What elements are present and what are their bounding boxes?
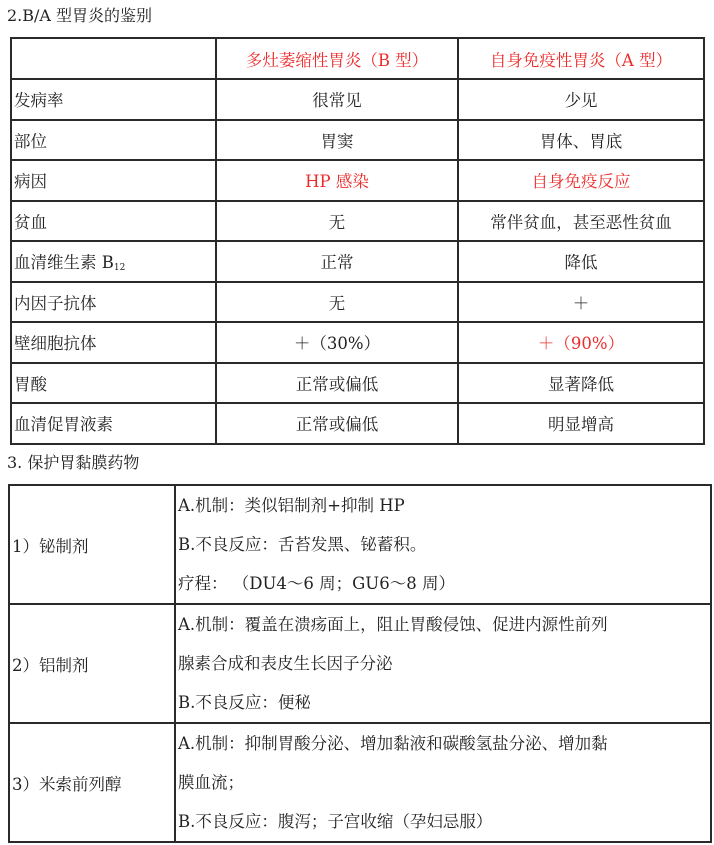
mucosal-protectant-table [8,484,712,843]
table-row [11,160,704,201]
header-cell-empty [11,38,216,79]
section-title-gastritis-differentiation: 2.B/A 型胃炎的鉴别 [7,6,153,25]
gastritis-comparison-table [10,37,705,445]
cell-type-b: 无 [216,282,458,323]
detail-line: 腺素合成和表皮生长因子分泌 [178,654,393,673]
table-row [11,120,704,161]
section-title-mucosal-protectants: 3. 保护胃黏膜药物 [7,453,140,472]
cell-type-a: 自身免疫反应 [458,160,704,201]
row-label: 血清促胃液素 [11,403,216,444]
cell-type-b: 正常 [216,241,458,282]
drug-name: 3）米索前列醇 [9,723,175,842]
cell-type-b: ＋（30%） [216,322,458,363]
row-label: 胃酸 [11,363,216,404]
cell-type-a: 明显增高 [458,403,704,444]
cell-type-a: 少见 [458,79,704,120]
table-row [9,604,711,723]
detail-line: 膜血流； [178,773,244,792]
cell-type-a: 常伴贫血，甚至恶性贫血 [458,201,704,242]
header-cell-type-b: 多灶萎缩性胃炎（B 型） [216,38,458,79]
drug-details [175,604,711,723]
row-label: 发病率 [11,79,216,120]
table-row [9,723,711,842]
row-label-text: 血清维生素 B [14,253,114,273]
cell-type-a: 显著降低 [458,363,704,404]
cell-type-b: 正常或偏低 [216,403,458,444]
cell-type-b: 很常见 [216,79,458,120]
header-cell-type-a: 自身免疫性胃炎（A 型） [458,38,704,79]
cell-type-a: ＋（90%） [458,322,704,363]
cell-type-b: 胃窦 [216,120,458,161]
detail-line: A.机制：覆盖在溃疡面上，阻止胃酸侵蚀、促进内源性前列 [178,615,608,634]
cell-type-b: 无 [216,201,458,242]
cell-type-a: ＋ [458,282,704,323]
table-row [11,322,704,363]
drug-name: 2）铝制剂 [9,604,175,723]
row-label: 壁细胞抗体 [11,322,216,363]
drug-name: 1）铋制剂 [9,485,175,604]
table-row [11,201,704,242]
detail-line: B.不良反应：舌苔发黑、铋蓄积。 [178,535,427,554]
row-label: 内因子抗体 [11,282,216,323]
table-header-row [11,38,704,79]
detail-line: 疗程： （DU4～6 周；GU6～8 周） [178,574,455,593]
table-row [9,485,711,604]
table-row [11,363,704,404]
row-label: 贫血 [11,201,216,242]
cell-type-a: 胃体、胃底 [458,120,704,161]
subscript: 12 [113,263,126,274]
detail-line: A.机制：类似铝制剂+抑制 HP [178,496,405,515]
row-label [11,241,216,282]
table-row [11,241,704,282]
cell-type-b: 正常或偏低 [216,363,458,404]
detail-line: A.机制：抑制胃酸分泌、增加黏液和碳酸氢盐分泌、增加黏 [178,734,608,753]
row-label: 病因 [11,160,216,201]
cell-type-a: 降低 [458,241,704,282]
drug-details [175,723,711,842]
detail-line: B.不良反应：便秘 [178,693,311,712]
detail-line: B.不良反应：腹泻；子宫收缩（孕妇忌服） [178,812,493,831]
row-label: 部位 [11,120,216,161]
table-row [11,403,704,444]
cell-type-b: HP 感染 [216,160,458,201]
table-row [11,79,704,120]
drug-details [175,485,711,604]
table-row [11,282,704,323]
